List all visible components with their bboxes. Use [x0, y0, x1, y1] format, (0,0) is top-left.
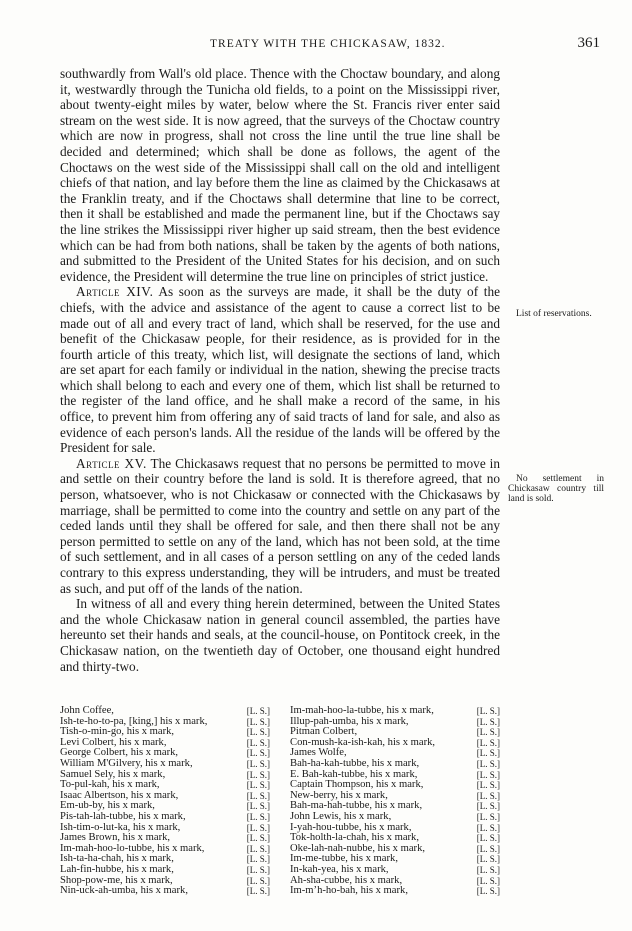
signature-column-right: [290, 706, 500, 897]
signatory-name: James Wolfe,: [290, 747, 347, 759]
signatory-name: Lah-fin-hubbe, his x mark,: [60, 863, 174, 875]
seal-mark: [L. S.]: [476, 843, 500, 854]
signature-row: [60, 706, 270, 717]
seal-mark: [L. S.]: [246, 801, 270, 812]
seal-mark: [L. S.]: [246, 716, 270, 727]
signature-row: [290, 886, 500, 897]
signatory-name: Pitman Colbert,: [290, 726, 358, 738]
seal-mark: [L. S.]: [476, 706, 500, 716]
seal-mark: [L. S.]: [246, 790, 270, 801]
seal-mark: [L. S.]: [476, 716, 500, 727]
seal-mark: [L. S.]: [246, 854, 270, 865]
signatory-name: Captain Thompson, his x mark,: [290, 779, 424, 791]
seal-mark: [L. S.]: [246, 737, 270, 748]
signatory-name: I-yah-hou-tubbe, his x mark,: [290, 821, 412, 833]
signature-row: [60, 886, 270, 897]
seal-mark: [L. S.]: [476, 748, 500, 759]
seal-mark: [L. S.]: [246, 864, 270, 875]
seal-mark: [L. S.]: [246, 758, 270, 769]
seal-mark: [L. S.]: [476, 727, 500, 738]
article-xv: [60, 456, 500, 596]
signatory-name: Isaac Albertson, his x mark,: [60, 789, 179, 801]
seal-mark: [L. S.]: [476, 758, 500, 769]
signature-row: [290, 865, 500, 876]
seal-mark: [L. S.]: [476, 780, 500, 791]
seal-mark: [L. S.]: [476, 790, 500, 801]
seal-mark: [L. S.]: [246, 811, 270, 822]
seal-mark: [L. S.]: [476, 886, 500, 897]
signature-row: [60, 812, 270, 823]
seal-mark: [L. S.]: [246, 822, 270, 833]
seal-mark: [L. S.]: [476, 811, 500, 822]
signatory-name: Tok-holth-la-chah, his x mark,: [290, 832, 419, 844]
signatory-name: E. Bah-kah-tubbe, his x mark,: [290, 768, 418, 780]
signatory-name: Ish-ta-ha-chah, his x mark,: [60, 853, 174, 865]
signature-row: [60, 759, 270, 770]
signatory-name: Shop-pow-me, his x mark,: [60, 874, 173, 886]
signatory-name: William M'Gilvery, his x mark,: [60, 757, 193, 769]
treaty-body: [60, 66, 500, 674]
seal-mark: [L. S.]: [246, 727, 270, 738]
signatory-name: Bah-ma-hah-tubbe, his x mark,: [290, 800, 423, 812]
signatory-name: Ish-te-ho-to-pa, [king,] his x mark,: [60, 715, 208, 727]
witness-paragraph: In witness of all and every thing herein determined, between the United States and the whole Chickasaw nation in general council assembled, the parties have hereunto set their hands and seals, at the council-house, on Pontitock creek, in the Chickasaw nation, on the twentieth day of October, one thousand eight hundred and thirty-two.: [60, 596, 500, 674]
signatory-name: Ish-tim-o-lut-ka, his x mark,: [60, 821, 181, 833]
signature-row: [290, 812, 500, 823]
seal-mark: [L. S.]: [476, 801, 500, 812]
seal-mark: [L. S.]: [246, 769, 270, 780]
signatory-name: Im-mah-hoo-lo-tubbe, his x mark,: [60, 842, 205, 854]
signatory-name: Oke-lah-nah-nubbe, his x mark,: [290, 842, 426, 854]
signatory-name: Tish-o-min-go, his x mark,: [60, 726, 175, 738]
signatory-name: Levi Colbert, his x mark,: [60, 736, 167, 748]
signature-column-left: [60, 706, 270, 897]
signature-row: [290, 759, 500, 770]
signatory-name: Pis-tah-lah-tubbe, his x mark,: [60, 810, 186, 822]
seal-mark: [L. S.]: [246, 886, 270, 897]
seal-mark: [L. S.]: [246, 833, 270, 844]
signatory-name: James Brown, his x mark,: [60, 832, 171, 844]
seal-mark: [L. S.]: [246, 748, 270, 759]
article-xiv-text: As soon as the surveys are made, it shall be the duty of the chiefs, with the advice and assistance of the agent to cause a correct list to be made out of all and every tract of land, which shall be reserved, for the use and benefit of the Chickasaw people, for their residence, as is provided for in the fourth article of this treaty, which list, will designate the sections of land, which are set apart for each family or individual in the nation, shewing the precise tracts which shall belong to each and every one of them, which list shall be returned to the register of the land office, and he shall make a record of the same, in his office, to prevent him from offering any of said tracts of land for sale, and also as evidence of each person's lands. All the residue of the lands will be offered by the President for sale.: [60, 284, 500, 456]
article-xv-text: The Chickasaws request that no persons be permitted to move in and settle on their country before the land is sold. It is therefore agreed, that no person, whatsoever, who is not Chickasaw or connected with the Chickasaws by marriage, shall be permitted to come into the country and settle on any part of the ceded lands until they shall be offered for sale, and then there shall not be any person permitted to settle on any of the land, which has not been sold, at the time of such settlement, and in all cases of a person settling on any of the ceded lands contrary to this express understanding, they will be intruders, and must be treated as such, and put off of the lands of the nation.: [60, 455, 500, 596]
seal-mark: [L. S.]: [476, 833, 500, 844]
article-xiv: [60, 284, 500, 456]
seal-mark: [L. S.]: [246, 780, 270, 791]
signatory-name: Con-mush-ka-ish-kah, his x mark,: [290, 736, 436, 748]
paragraph-boundary: southwardly from Wall's old place. Thence with the Choctaw boundary, and along it, westwardly through the Tunicha old fields, to a point on the Mississippi river, about twenty-eight miles by water, below where the St. Francis river enter said stream on the west side. It is now agreed, that the surveys of the Choctaw country which are now in progress, shall not cross the line until the true line shall be decided and determined; which shall be done as follows, the agent of the Choctaws on the west side of the Mississippi shall call on the old and intelligent chiefs of that nation, and lay before them the line as claimed by the Chickasaws at the Franklin treaty, and if the Choctaws shall determine that line to be correct, then it shall be established and made the permanent line, but if the Choctaws say the line strikes the Mississippi river higher up said stream, then the best evidence which can be had from both nations, shall be taken by the agents of both nations, and submitted to the President of the United States for his decision, and on such evidence, the President will determine the true line on principles of strict justice.: [60, 66, 500, 284]
seal-mark: [L. S.]: [476, 875, 500, 886]
seal-mark: [L. S.]: [476, 737, 500, 748]
signatory-name: John Coffee,: [60, 705, 114, 716]
signatory-name: Im-mʼh-ho-bah, his x mark,: [290, 885, 408, 897]
signatory-name: Im-mah-hoo-la-tubbe, his x mark,: [290, 705, 434, 716]
page-number: 361: [577, 35, 600, 51]
signatory-name: To-pul-kah, his x mark,: [60, 779, 160, 791]
signatory-name: Ah-sha-cubbe, his x mark,: [290, 874, 403, 886]
signatory-name: George Colbert, his x mark,: [60, 747, 179, 759]
signatory-name: In-kah-yea, his x mark,: [290, 863, 389, 875]
signatory-name: Samuel Sely, his x mark,: [60, 768, 166, 780]
signature-row: [290, 706, 500, 717]
signatory-name: New-berry, his x mark,: [290, 789, 388, 801]
article-xv-label: Article XV.: [76, 455, 147, 471]
seal-mark: [L. S.]: [246, 875, 270, 886]
signatory-name: Em-ub-by, his x mark,: [60, 800, 155, 812]
seal-mark: [L. S.]: [476, 854, 500, 865]
margin-note-settlement: No settlement in Chickasaw country till land is sold.: [508, 474, 604, 504]
seal-mark: [L. S.]: [246, 843, 270, 854]
running-title: TREATY WITH THE CHICKASAW, 1832.: [210, 38, 446, 50]
signatory-name: Im-me-tubbe, his x mark,: [290, 853, 398, 865]
signatory-name: Illup-pah-umba, his x mark,: [290, 715, 409, 727]
signatory-name: Nin-uck-ah-umba, his x mark,: [60, 885, 188, 897]
article-xiv-label: Article XIV.: [76, 284, 154, 300]
page-header: [60, 35, 600, 58]
signatory-name: John Lewis, his x mark,: [290, 810, 392, 822]
seal-mark: [L. S.]: [246, 706, 270, 716]
signatory-name: Bah-ha-kah-tubbe, his x mark,: [290, 757, 420, 769]
margin-note-reservations: List of reservations.: [516, 309, 592, 319]
seal-mark: [L. S.]: [476, 822, 500, 833]
seal-mark: [L. S.]: [476, 769, 500, 780]
seal-mark: [L. S.]: [476, 864, 500, 875]
signature-row: [60, 865, 270, 876]
